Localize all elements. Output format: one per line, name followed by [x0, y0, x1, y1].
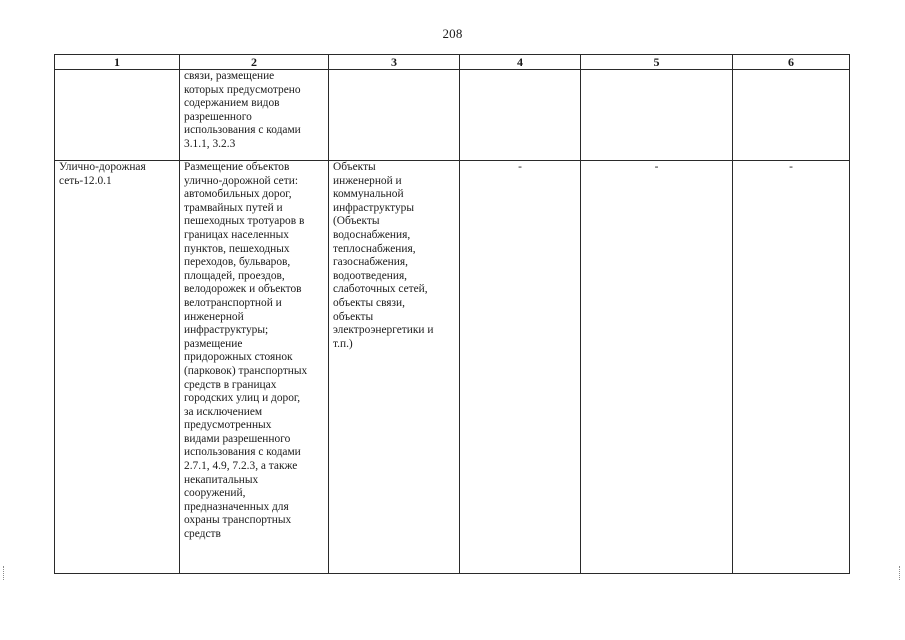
cell-continuation-col6 — [733, 70, 850, 161]
column-header-1: 1 — [55, 55, 180, 70]
document-table — [54, 54, 850, 574]
cell-auxiliary-objects: Объекты инженерной и коммунальной инфраструктуры (Объекты водоснабжения, теплоснабжения, газоснабжения, водоотведения, слаботочных сетей, объекты связи, объекты электроэнергетики и т.п.) — [329, 161, 460, 574]
cell-continuation-col4 — [460, 70, 581, 161]
cell-col6-value: - — [733, 161, 850, 574]
column-header-5: 5 — [581, 55, 733, 70]
cell-col5-value: - — [581, 161, 733, 574]
cell-continuation-description: связи, размещение которых предусмотрено содержанием видов разрешенного использования с кодами 3.1.1, 3.2.3 — [180, 70, 329, 161]
column-header-3: 3 — [329, 55, 460, 70]
table-header-row — [55, 55, 850, 70]
table-row-continuation — [55, 70, 850, 161]
column-header-2: 2 — [180, 55, 329, 70]
page-number: 208 — [442, 26, 463, 41]
cell-col4-value: - — [460, 161, 581, 574]
cell-continuation-col1 — [55, 70, 180, 161]
scan-edge-mark-right — [899, 566, 903, 580]
column-header-6: 6 — [733, 55, 850, 70]
table-row-street-network — [55, 161, 850, 574]
cell-use-type-name: Улично-дорожная сеть-12.0.1 — [55, 161, 180, 574]
column-header-4: 4 — [460, 55, 581, 70]
cell-continuation-col3 — [329, 70, 460, 161]
cell-use-type-description: Размещение объектов улично-дорожной сети: автомобильных дорог, трамвайных путей и пешеходных тротуаров в границах населенных пунктов, пешеходных переходов, бульваров, площадей, проездов, велодорожек и объектов велотранспортной и инженерной инфраструктуры; размещение придорожных стоянок (парковок) транспортных средств в границах городских улиц и дорог, за исключением предусмотренных видами разрешенного использования с кодами 2.7.1, 4.9, 7.2.3, а также некапитальных сооружений, предназначенных для охраны транспортных средств — [180, 161, 329, 574]
cell-continuation-col5 — [581, 70, 733, 161]
scan-edge-mark-left — [3, 566, 7, 580]
